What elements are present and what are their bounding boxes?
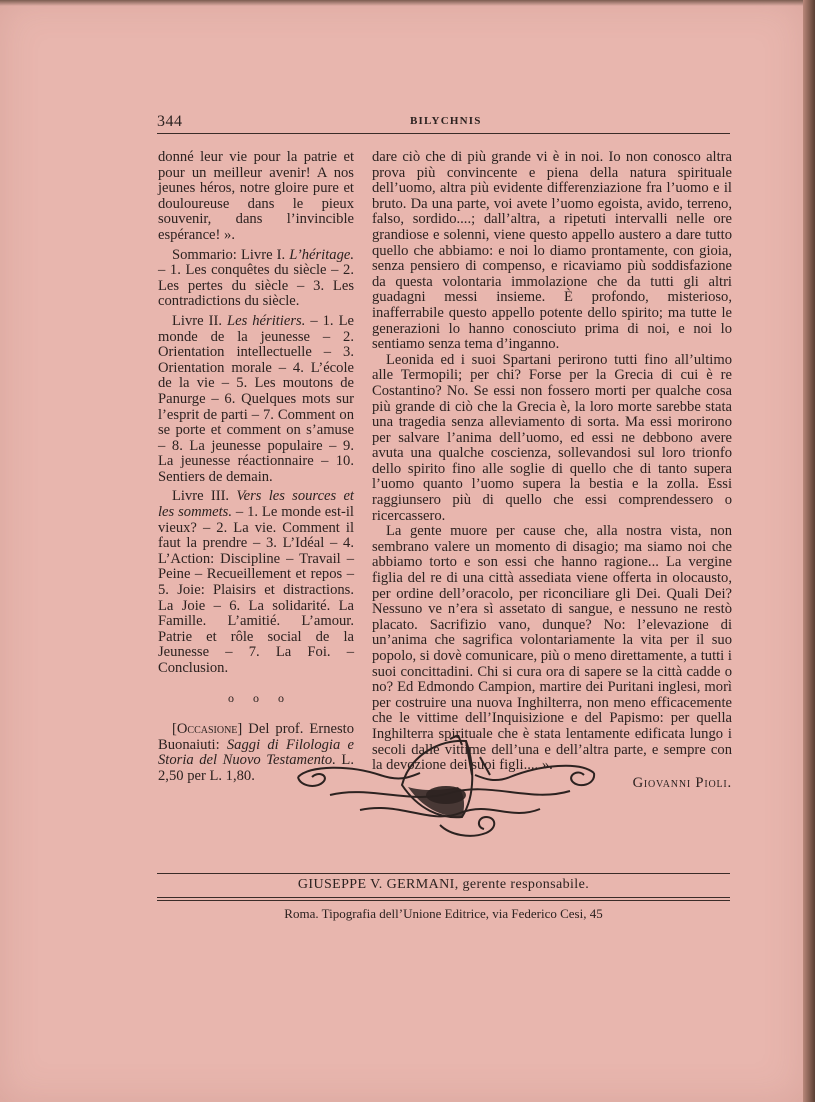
page-number: 344 [157,113,183,130]
livre-1-title: L’héritage. [289,246,354,263]
left-column [158,150,354,785]
sommario-livre-2 [158,314,354,486]
livre-3-contents: – 1. Le monde est-il vieux? – 2. La vie. Comment il faut la prendre – 3. L’Idéal – 4. L’Action: Discipline – Travail – Peine – Recueillement et repos – 5. Joie: Plaisirs et distractions. La Joie – 6. La solidarité. La Famille. L’amitié. L’amour. Patrie et rôle social de la Jeunesse – 7. La Foi. – Conclusion. [158,504,354,676]
ship-vignette [290,735,602,845]
livre-2-contents: – 1. Le monde de la jeunesse – 2. Orientation intellectuelle – 3. Orientation morale – 4. L’école de la vie – 5. Les moutons de Panurge – 6. Quelques mots sur l’esprit de parti – 7. Comment on se porte et comment on s’amuse – 8. La jeunesse populaire – 9. La jeunesse réactionnaire – 10. Sentiers de demain. [158,312,354,485]
sommario-label: Sommario: Livre I. [172,246,290,263]
livre-3-title: Vers les sources et les sommets. [158,488,354,521]
gerente-line: GIUSEPPE V. GERMANI, gerente responsabile. [297,877,590,892]
occasione-author: Del prof. Ernesto Buonaiuti: [158,721,354,753]
footer-rule-top [157,873,730,874]
livre-2-label: Livre II. [172,312,227,329]
footer-rule-double-2 [157,900,730,901]
printer-imprint: Roma. Tipografia dell’Unione Editrice, via Federico Cesi, 45 [284,906,603,921]
livre-1-contents: – 1. Les conquêtes du siècle – 2. Les pertes du siècle – 3. Les contradictions du siècle. [158,262,354,310]
right-paragraph-2: Leonida ed i suoi Spartani perirono tutti fino all’ultimo alle Termopili; per chi? Forse per la Grecia di cui è re Costantino? No. Se essi non fossero morti per qualche cosa più grande di ciò che la Grecia è, la loro morte sarebbe stata una tragedia senza alleviamento di sorta. Ma essi morirono per salvare l’anima dell’uomo, ed essi ne debbono avere avuta una qualche coscienza, sollevandosi sul loro trionfo dello spirito fino alle soglie di quello che di tanto supera l’uomo quanto l’uomo supera la bestia e la zolla. Essi raggiunsero più di quello che essi comprendessero o ricercassero. [372,351,732,524]
right-paragraph-1: dare ciò che di più grande vi è in noi. Io non conosco altra prova più convincente e piena della natura spirituale dell’uomo, altra più evidente differenziazione fra l’uomo e il bruto. Da una parte, voi avete l’uomo egoista, avido, terreno, falso, sordido....; dall’altra, a ripetuti intervalli nelle ore grandiose e solenni, viene questo appello austero a dare tutto quello che abbiamo: e noi lo diamo prontamente, con gioia, senza pensiero di compenso, e ricaviamo più soddisfazione da questa volontaria immolazione che da tutti gli altri guadagni messi insieme. È profondo, misterioso, inafferrabile questo appello potente dello spirito; ma tutte le generazioni lo hanno conosciuto prima di noi, e noi lo sentiamo senza tema d’inganno. [372,149,732,353]
right-column [372,150,732,791]
running-head: BILYCHNIS [410,115,482,127]
section-separator: o o o [228,690,292,705]
right-paragraph-3: La gente muore per cause che, alla nostra vista, non sembrano valere un momento di disagio; ma siamo noi che abbiamo torto e son essi che hanno ragione... La vergine figlia del re di una città assediata viene offerta in olocausto, per ordine dell’oracolo, per riconciliare gli Dei. Quali Dei? Nessuno ve n’era sì assetato di sangue, e nessuno ne restò placato. Sacrifizio vano, dunque? No: l’elevazione di un’anima che sagrifica volontariamente la vita per il suo popolo, si dovè comunicare, più o meno direttamente, a tutti i suoi concittadini. Chi si cura ora di sapere se la città cadde o no? Ed Edmondo Campion, martire dei Puritani inglesi, morì per costruire una nuova Inghilterra, non meno efficacemente che le vittime dell’Inquisizione e del Papismo: per quella Inghilterra spirituale che è stata lentamente edificata lungo i secoli dalle vittime dell’una e dell’altra parte, e sempre con la devozione dei suoi figli.... ». [372,523,732,774]
livre-2-title: Les héritiers. [226,312,306,329]
occasione-book-title: Saggi di Filologia e Storia del Nuovo Testamento. [158,736,354,769]
page-header [157,113,732,133]
livre-3-label: Livre III. [172,488,237,505]
header-rule [157,133,730,134]
top-edge [0,0,803,6]
left-paragraph-1: donné leur vie pour la patrie et pour un meilleur avenir! A nos jeunes héros, notre gloire pure et douloureuse dans le pieux souvenir, dans l’invincible espérance! ». [158,149,354,243]
page-edge [803,0,815,1102]
footer-rule-double-1 [157,897,730,898]
sommario-livre-3 [158,489,354,676]
sommario-livre-1 [158,248,354,310]
author-signature: Giovanni Pioli. [632,774,732,791]
occasione-price: L. 2,50 per L. 1,80. [158,752,354,784]
occasione-label: [Occasione] [172,721,243,738]
